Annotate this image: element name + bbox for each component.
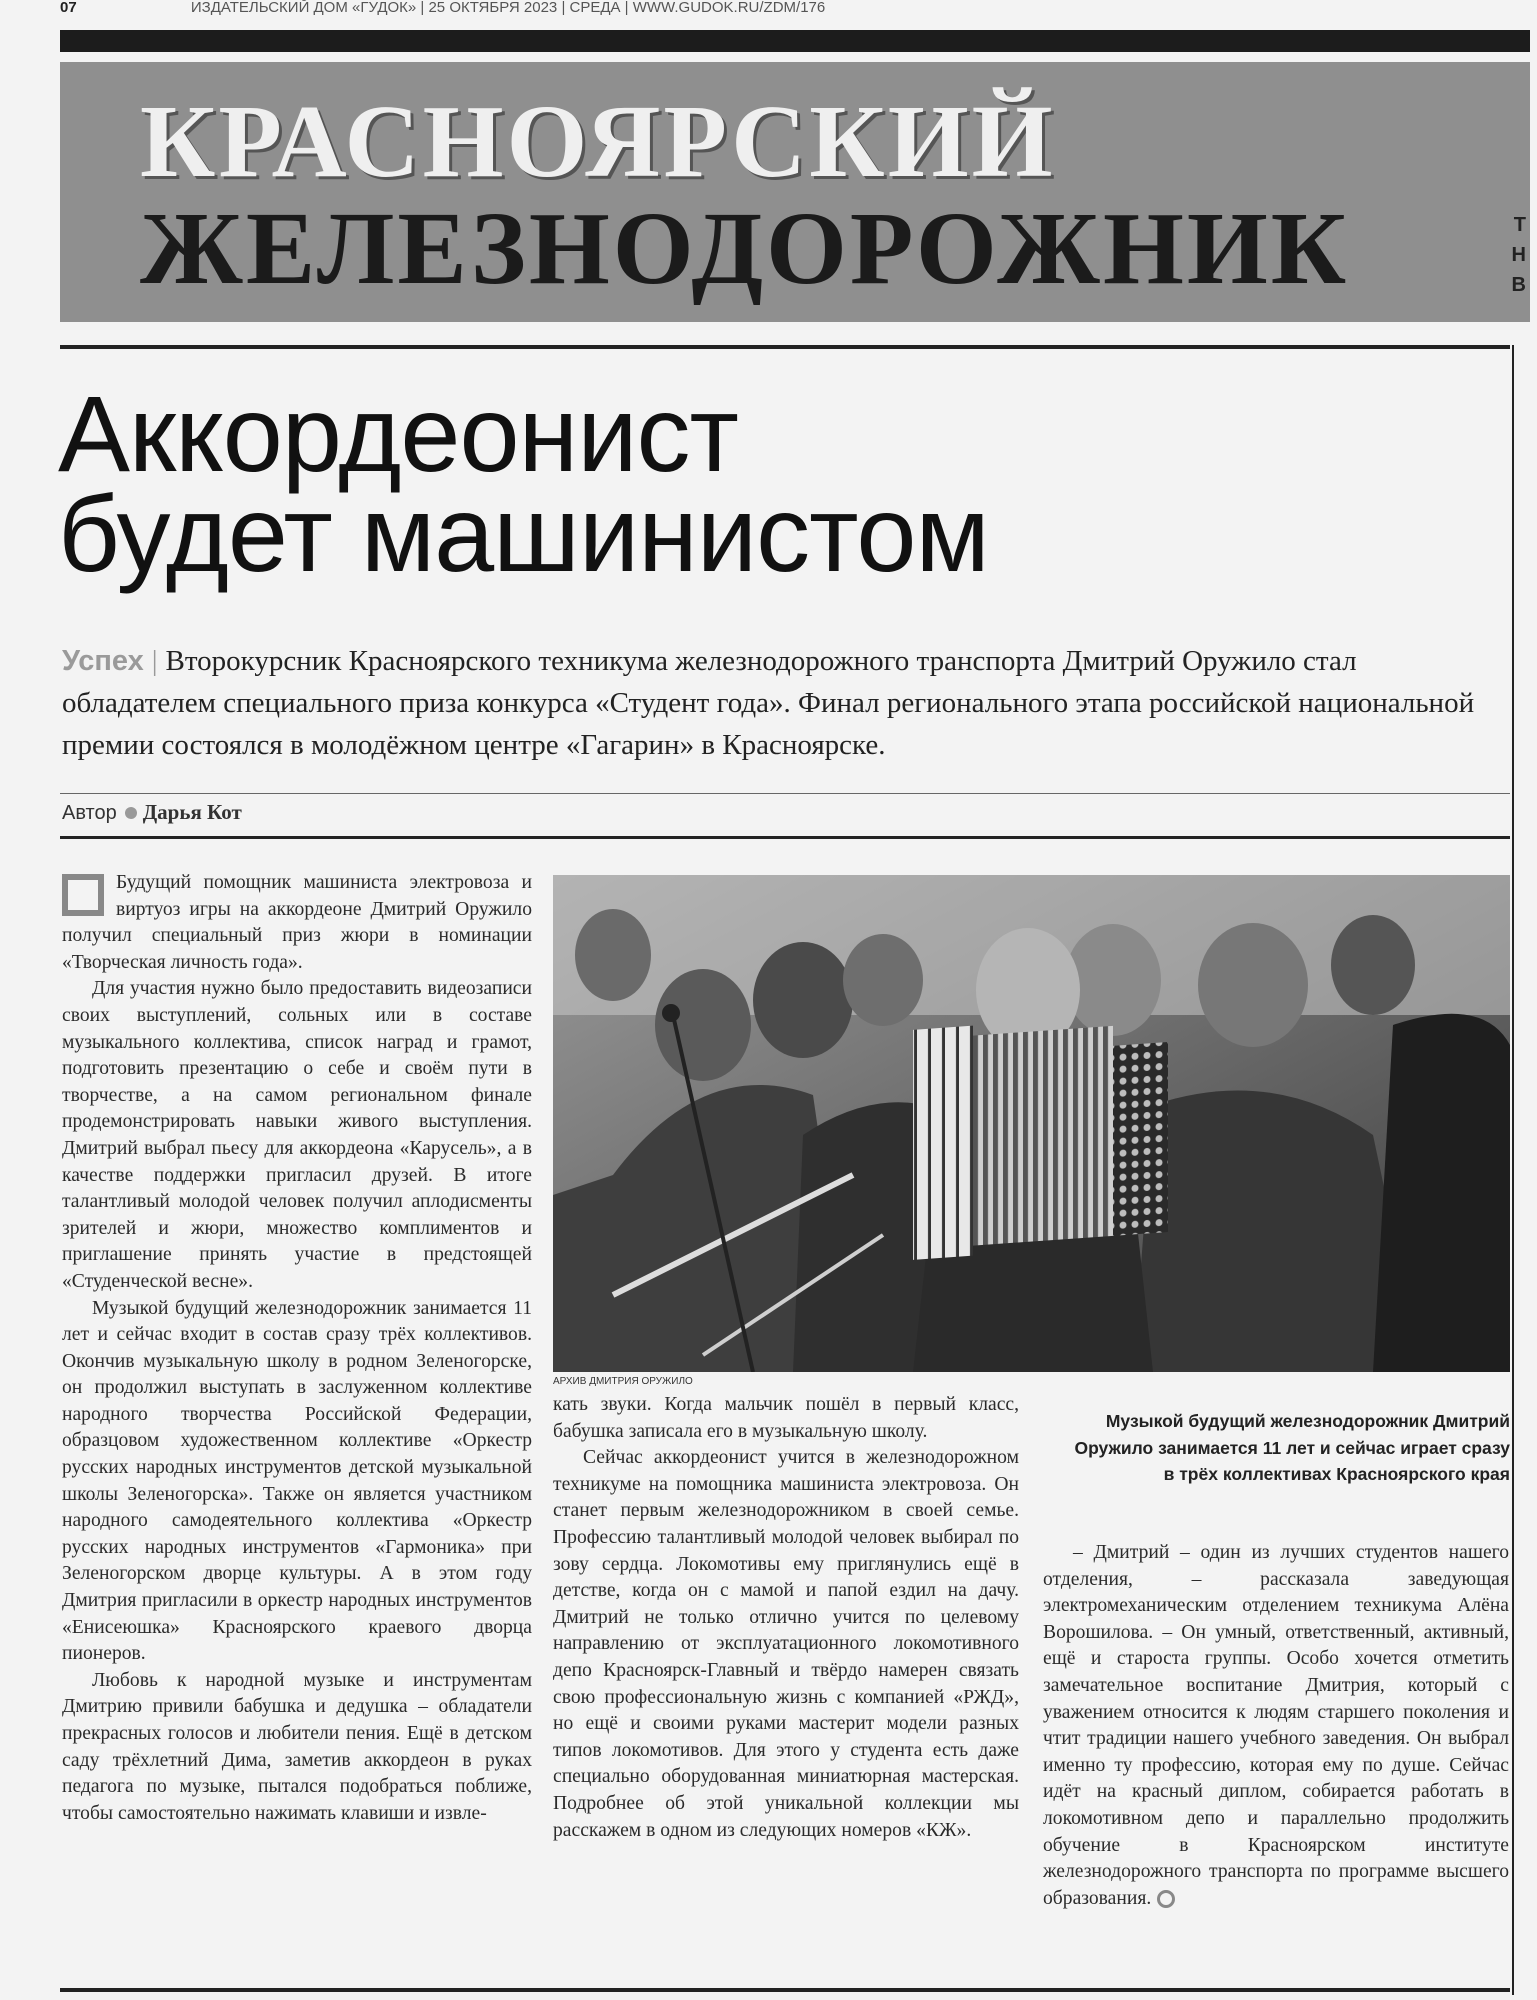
headline bbox=[58, 373, 1498, 594]
paragraph: Будущий помощник машиниста электровоза и виртуоз игры на аккордеоне Дмитрий Оружило получил специальный приз жюри в номинации «Творческая личность года». bbox=[62, 872, 532, 973]
paragraph: кать звуки. Когда мальчик пошёл в первый класс, бабушка записала его в музыкальную школу. bbox=[553, 1394, 1019, 1442]
byline bbox=[62, 800, 242, 825]
paragraph: Для участия нужно было предоставить видеозаписи своих выступлений, сольных или в составе музыкального коллектива, список наград и грамот, подготовить презентацию о себе и своём пути в творчестве, а на самом региональном финале продемонстрировать навыки живого выступления. Дмитрий выбрал пьесу для аккордеона «Карусель», а в качестве поддержки пригласил друзей. В итоге талантливый молодой человек получил аплодисменты зрителей и жюри, множество комплиментов и приглашение принять участие в предстоящей «Студенческой весне». bbox=[62, 978, 532, 1292]
article-lead bbox=[62, 640, 1512, 766]
publisher-info: ИЗДАТЕЛЬСКИЙ ДОМ «ГУДОК» | 25 ОКТЯБРЯ 2023 | СРЕДА | WWW.GUDOK.RU/ZDM/176 bbox=[190, 0, 826, 16]
author-name: Дарья Кот bbox=[142, 800, 242, 824]
paragraph: Музыкой будущий железнодорожник занимается 11 лет и сейчас входит в состав сразу трёх коллективов. Окончив музыкальную школу в родном Зеленогорске, он продолжил выступать в заслуженном коллективе народного творчества Российской Федерации, образцовом художественном коллективе «Оркестр русских народных инструментов детской музыкальной школы Зеленогорска». Также он является участником народного самодеятельного коллектива «Оркестр русских народных инструментов «Гармоника» при Зеленогорском дворце культуры. А в этом году Дмитрия пригласили в оркестр народных инструментов «Енисеюшка» Красноярского краевого дворца пионеров. bbox=[62, 1297, 532, 1665]
masthead-line-1: КРАСНОЯРСКИЙ bbox=[140, 84, 1056, 199]
photo-caption: Музыкой будущий железнодорожник Дмитрий Оружило занимается 11 лет и сейчас играет сразу в трёх коллективах Красноярского края bbox=[1074, 1411, 1510, 1484]
rubric-tag: Успех bbox=[62, 645, 144, 677]
column-1 bbox=[62, 870, 532, 1827]
byline-rule-bottom bbox=[60, 836, 1510, 839]
byline-rule-top bbox=[60, 793, 1510, 794]
page-bottom-rule bbox=[60, 1988, 1510, 1992]
paragraph: Любовь к народной музыке и инструментам Дмитрию привили бабушка и дедушка – обладатели прекрасных голосов и любители пения. Ещё в детском саду трёхлетний Дима, заметив аккордеон в руках педагога по музыке, пытался подобраться поближе, чтобы самостоятельно нажимать клавиши и извле- bbox=[62, 1669, 532, 1824]
page-number: 07 bbox=[60, 0, 77, 16]
section-rule bbox=[60, 345, 1510, 349]
column-2 bbox=[553, 1392, 1019, 1844]
paragraph-start-icon bbox=[62, 874, 104, 916]
article-end-icon bbox=[1157, 1890, 1175, 1908]
masthead-side-letter: Н bbox=[1511, 244, 1526, 266]
bullet-icon bbox=[125, 807, 137, 819]
masthead-side-letter: В bbox=[1511, 274, 1526, 296]
orchestra-photo-illustration bbox=[553, 875, 1510, 1372]
article-photo bbox=[553, 875, 1510, 1372]
column-3 bbox=[1043, 1540, 1509, 1912]
right-column-rule bbox=[1512, 345, 1514, 1995]
masthead bbox=[60, 62, 1530, 322]
photo-credit: АРХИВ ДМИТРИЯ ОРУЖИЛО bbox=[553, 1376, 693, 1387]
publisher-line bbox=[60, 0, 1530, 18]
masthead-side-letter: Т bbox=[1513, 214, 1526, 236]
rubric-separator: | bbox=[151, 645, 158, 677]
top-black-bar bbox=[60, 30, 1530, 52]
paragraph: – Дмитрий – один из лучших студентов нашего отделения, – рассказала заведующая электромеханическим отделением техникума Алёна Ворошилова. – Он умный, ответственный, активный, ещё и староста группы. Особо хочется отметить замечательное воспитание Дмитрия, который с уважением относится к людям старшего поколения и чтит традиции нашего учебного заведения. Он выбрал именно ту профессию, которая ему по душе. Сейчас идёт на красный диплом, собирается работать в локомотивном депо и параллельно продолжить обучение в Красноярском институте железнодорожного транспорта по программе высшего образования. bbox=[1043, 1542, 1509, 1909]
paragraph: Сейчас аккордеонист учится в железнодорожном техникуме на помощника машиниста электровоза. Он станет первым железнодорожником в своей семье. Профессию талантливый молодой человек выбирал по зову сердца. Локомотивы ему приглянулись ещё в детстве, когда он с мамой и папой ездил на дачу. Дмитрий не только отлично учится по целевому направлению от эксплуатационного локомотивного депо Красноярск-Главный и твёрдо намерен связать свою профессиональную жизнь с компанией «РЖД», но ещё и своими руками мастерит модели разных типов локомотивов. Для этого у студента есть даже специально оборудованная миниатюрная мастерская. Подробнее об этой уникальной коллекции мы расскажем в одном из следующих номеров «КЖ». bbox=[553, 1447, 1019, 1841]
headline-line-2: будет машинистом bbox=[58, 473, 989, 594]
headline-line-1: Аккордеонист bbox=[58, 373, 738, 494]
lead-text: Второкурсник Красноярского техникума железнодорожного транспорта Дмитрий Оружило стал обладателем специального приза конкурса «Студент года». Финал регионального этапа российской национальной премии состоялся в молодёжном центре «Гагарин» в Красноярске. bbox=[62, 645, 1475, 761]
author-label: Автор bbox=[62, 802, 117, 824]
masthead-line-2: ЖЕЛЕЗНОДОРОЖНИК bbox=[140, 191, 1350, 306]
